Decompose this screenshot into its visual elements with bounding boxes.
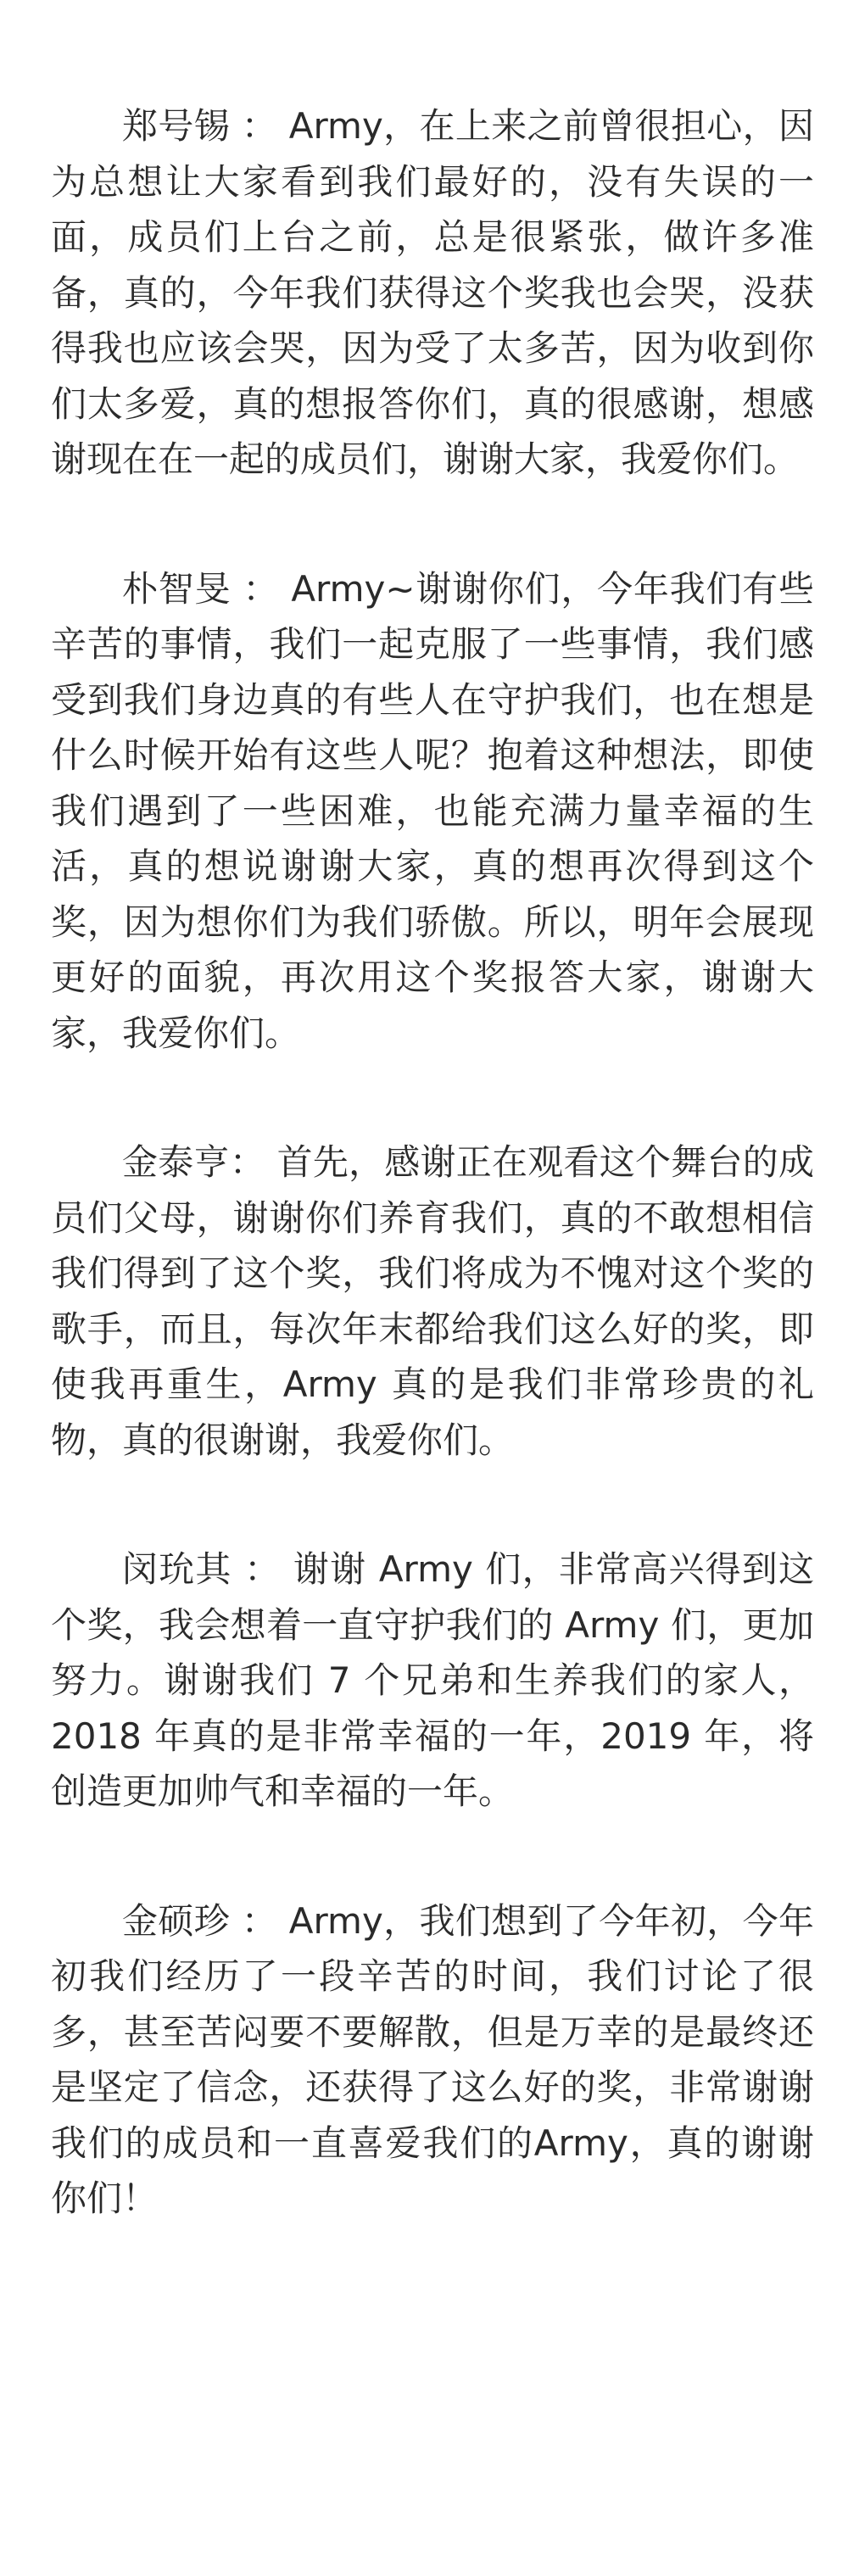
speaker-name: 闵玧其 [122,1548,232,1590]
speech-text: Army~谢谢你们，今年我们有些辛苦的事情，我们一起克服了一些事情，我们感受到我们身边真的有些人在守护我们，也在想是什么时候开始有这些人呢？抱着这种想法，即使我们遇到了一些困难，也能充满力量幸福的生活，真的想说谢谢大家，真的想再次得到这个奖，因为想你们为我们骄傲。所以，明年会展现更好的面貌，再次用这个奖报答大家，谢谢大家，我爱你们。 [51,567,814,1054]
article-body [51,98,814,2227]
speaker-name: 金泰亨 [122,1141,230,1183]
speaker-name: 郑号锡 [122,105,231,147]
speech-text: 首先，感谢正在观看这个舞台的成员们父母，谢谢你们养育我们，真的不敢想相信我们得到了这个奖，我们将成为不愧对这个奖的歌手，而且，每次年末都给我们这么好的奖，即使我再重生，Army 真的是我们非常珍贵的礼物，真的很谢谢，我爱你们。 [51,1141,814,1461]
speech-paragraph [51,1135,814,1468]
speaker-name: 金硕珍 [122,1899,231,1942]
speaker-separator: ： [230,105,278,147]
speech-paragraph [51,98,814,488]
speech-text: Army，我们想到了今年初，今年初我们经历了一段辛苦的时间，我们讨论了很多，甚至苦闷要不要解散，但是万幸的是最终还是坚定了信念，还获得了这么好的奖，非常谢谢我们的成员和一直喜爱我们的Army，真的谢谢你们！ [51,1899,814,2219]
speaker-separator: ： [230,1899,278,1942]
speech-paragraph [51,1893,814,2227]
speaker-separator: ： [229,1141,265,1183]
speaker-name: 朴智旻 [122,567,232,610]
speech-text: 谢谢 Army 们，非常高兴得到这个奖，我会想着一直守护我们的 Army 们，更加努力。谢谢我们 7 个兄弟和生养我们的家人，2018 年真的是非常幸福的一年，2019 年，将创造更加帅气和幸福的一年。 [51,1548,814,1812]
speaker-separator: ： [231,567,280,610]
speaker-separator: ： [232,1548,282,1590]
speech-text: Army，在上来之前曾很担心，因为总想让大家看到我们最好的，没有失误的一面，成员们上台之前，总是很紧张，做许多准备，真的，今年我们获得这个奖我也会哭，没获得我也应该会哭，因为受了太多苦，因为收到你们太多爱，真的想报答你们，真的很感谢，想感谢现在在一起的成员们，谢谢大家，我爱你们。 [51,105,814,480]
speech-paragraph [51,561,814,1062]
speech-paragraph [51,1542,814,1820]
